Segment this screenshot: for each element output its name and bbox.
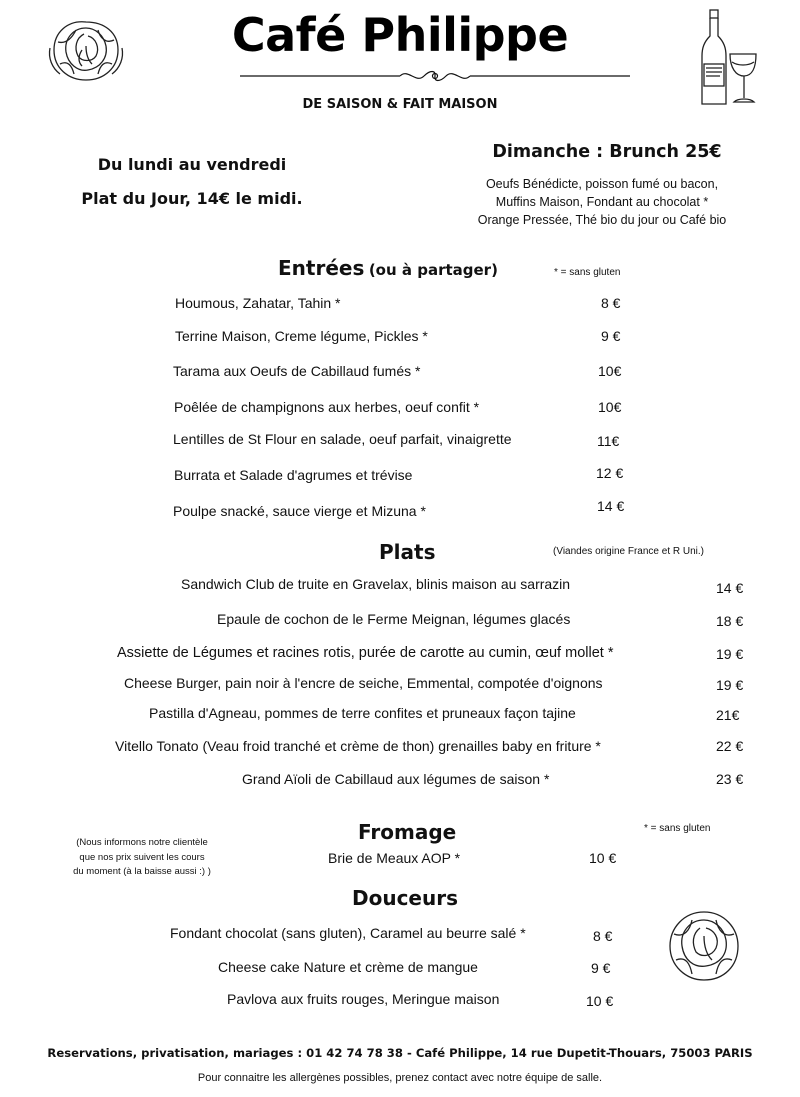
cabbage-illustration-bottom-right <box>664 906 744 986</box>
entree-item-name: Burrata et Salade d'agrumes et trévise <box>174 467 413 483</box>
plat-item-name: Assiette de Légumes et racines rotis, purée de carotte au cumin, œuf mollet * <box>117 645 614 661</box>
plat-item-name: Sandwich Club de truite en Gravelax, blinis maison au sarrazin <box>181 576 571 592</box>
title-ornament-divider <box>240 66 630 86</box>
plat-item-name: Vitello Tonato (Veau froid tranché et crème de thon) grenailles baby en friture * <box>115 738 601 754</box>
entree-item-price: 10€ <box>598 399 622 415</box>
weekday-line-1: Du lundi au vendredi <box>97 155 287 174</box>
plat-item-name: Cheese Burger, pain noir à l'encre de seiche, Emmental, compotée d'oignons <box>124 675 603 691</box>
douceur-item-name: Cheese cake Nature et crème de mangue <box>218 959 478 975</box>
douceur-item-name: Fondant chocolat (sans gluten), Caramel au beurre salé * <box>170 925 526 941</box>
douceur-item-price: 9 € <box>591 960 611 976</box>
brunch-title: Dimanche : Brunch 25€ <box>492 142 722 162</box>
fromage-item-price: 10 € <box>589 850 617 866</box>
brunch-line-3: Orange Pressée, Thé bio du jour ou Café bio <box>477 213 727 227</box>
entrees-gluten-note: * = sans gluten <box>554 267 621 278</box>
plat-item-price: 19 € <box>716 646 744 662</box>
plat-item-name: Epaule de cochon de le Ferme Meignan, légumes glacés <box>217 611 571 627</box>
plats-origin-note: (Viandes origine France et R Uni.) <box>553 546 704 557</box>
disclaimer-line: (Nous informons notre clientèle <box>76 837 208 848</box>
restaurant-subtitle: DE SAISON & FAIT MAISON <box>302 97 498 112</box>
entree-item-price: 8 € <box>601 295 621 311</box>
entree-item-price: 14 € <box>597 498 625 514</box>
fromage-item-name: Brie de Meaux AOP * <box>328 850 461 866</box>
douceur-item-price: 10 € <box>586 993 614 1009</box>
entree-item-price: 12 € <box>596 465 624 481</box>
reservation-contact-line: Reservations, privatisation, mariages : 01 42 74 78 38 - Café Philippe, 14 rue Dupetit-Thouars, 75003 PARIS <box>47 1046 753 1060</box>
entree-item-name: Lentilles de St Flour en salade, oeuf parfait, vinaigrette <box>173 431 512 447</box>
plat-item-price: 19 € <box>716 677 744 693</box>
entree-item-price: 9 € <box>601 328 621 344</box>
fromage-title: Fromage <box>358 820 457 844</box>
entree-item-name: Poêlée de champignons aux herbes, oeuf confit * <box>174 399 480 415</box>
disclaimer-line: que nos prix suivent les cours <box>79 851 205 863</box>
allergen-notice: Pour connaitre les allergènes possibles, prenez contact avec notre équipe de salle. <box>197 1072 603 1084</box>
entrees-heading <box>278 256 498 280</box>
weekday-line-2: Plat du Jour, 14€ le midi. <box>81 189 303 208</box>
entree-item-name: Poulpe snacké, sauce vierge et Mizuna * <box>173 503 426 519</box>
plat-item-price: 14 € <box>716 580 744 596</box>
douceur-item-price: 8 € <box>593 928 613 944</box>
entree-item-name: Terrine Maison, Creme légume, Pickles * <box>175 328 428 344</box>
plat-item-name: Pastilla d'Agneau, pommes de terre confites et pruneaux façon tajine <box>149 705 576 721</box>
entree-item-name: Tarama aux Oeufs de Cabillaud fumés * <box>173 363 421 379</box>
plat-item-price: 22 € <box>716 738 744 754</box>
brunch-line-2: Muffins Maison, Fondant au chocolat * <box>495 195 709 209</box>
entrees-title: Entrées <box>278 256 365 280</box>
entree-item-price: 11€ <box>597 433 620 449</box>
entree-item-price: 10€ <box>598 363 622 379</box>
restaurant-title: Café Philippe <box>231 8 569 62</box>
entree-item-name: Houmous, Zahatar, Tahin * <box>175 295 341 311</box>
disclaimer-line: du moment (à la baisse aussi :) ) <box>73 866 211 878</box>
entrees-subtitle: (ou à partager) <box>368 261 498 279</box>
plat-item-price: 21€ <box>716 707 740 723</box>
plat-item-price: 18 € <box>716 613 744 629</box>
brunch-line-1: Oeufs Bénédicte, poisson fumé ou bacon, <box>485 177 719 191</box>
fromage-gluten-note: * = sans gluten <box>644 823 711 834</box>
plats-title: Plats <box>379 540 436 564</box>
plat-item-name: Grand Aïoli de Cabillaud aux légumes de saison * <box>242 771 550 787</box>
price-disclaimer <box>52 836 232 880</box>
plat-item-price: 23 € <box>716 771 744 787</box>
douceurs-title: Douceurs <box>352 886 459 910</box>
douceur-item-name: Pavlova aux fruits rouges, Meringue maison <box>227 991 500 1007</box>
